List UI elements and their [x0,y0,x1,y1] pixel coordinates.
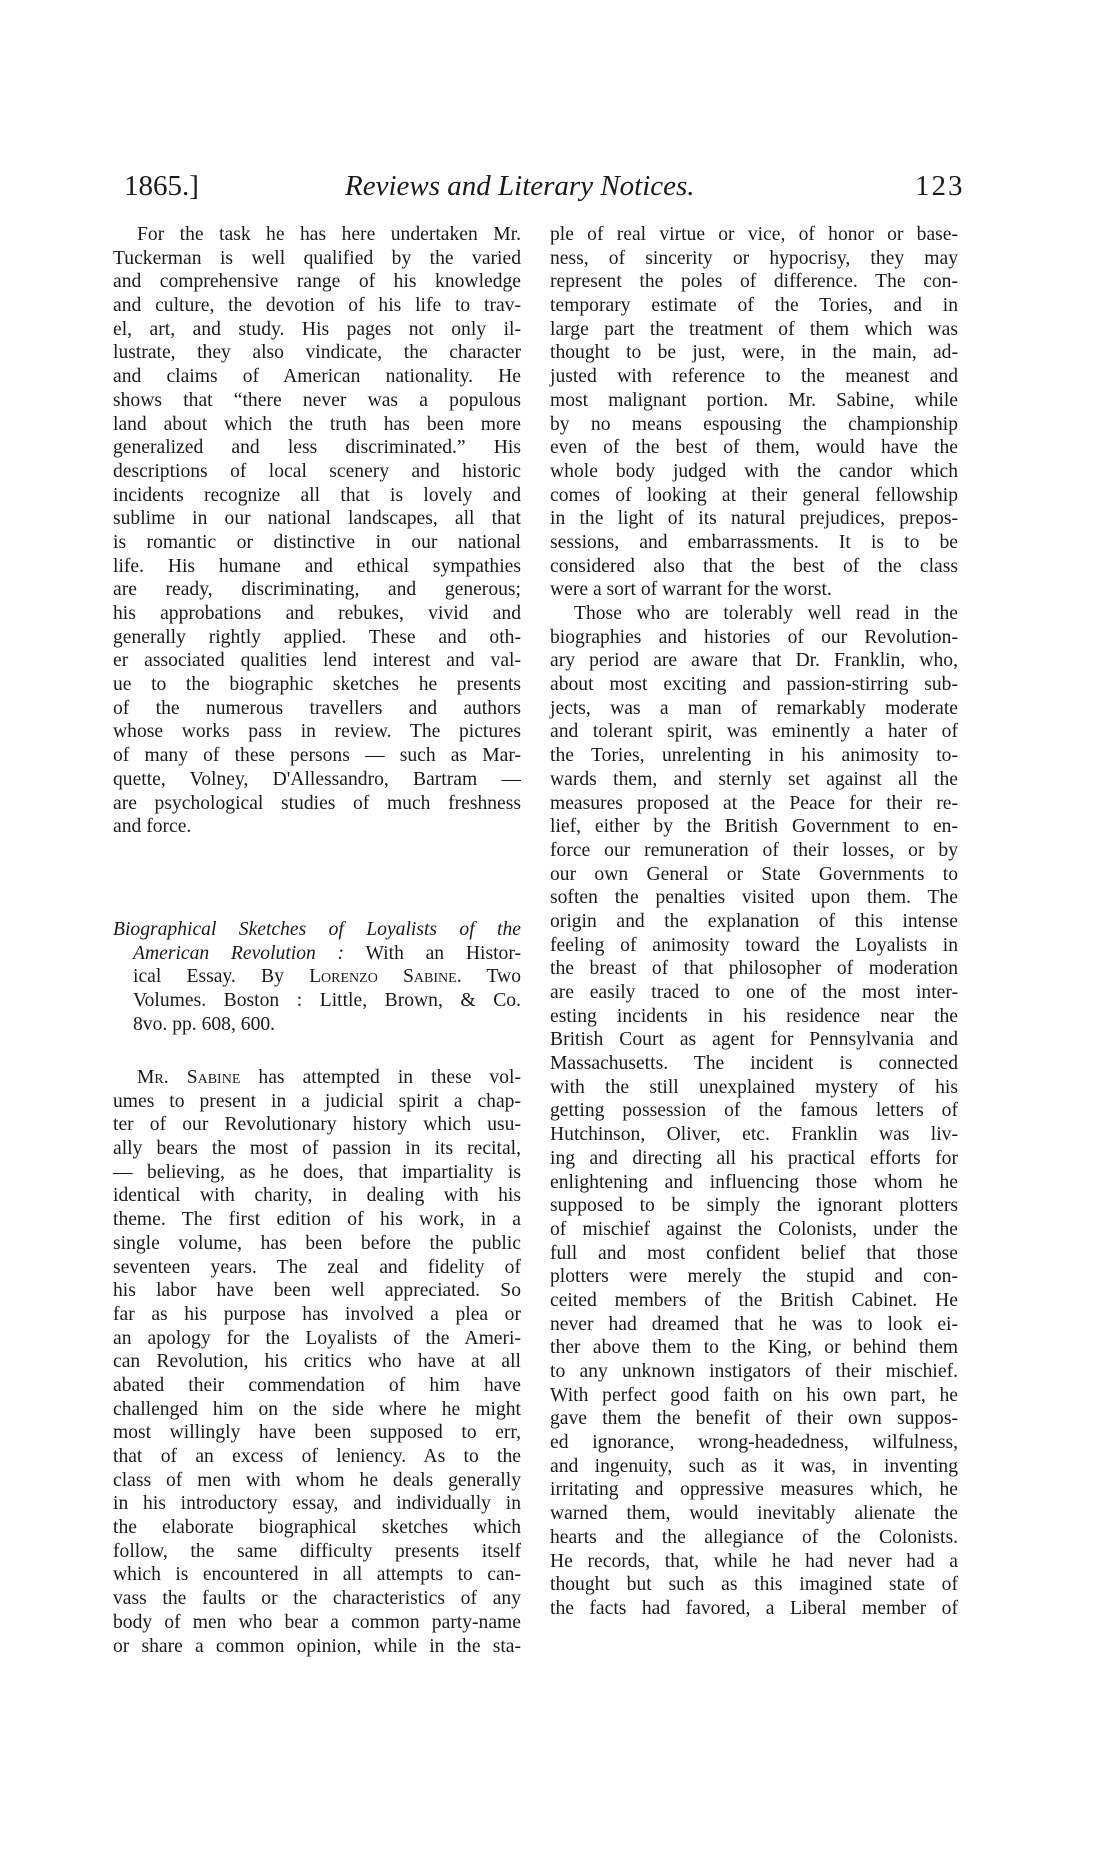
left-column-paragraph-2 [113,1066,521,1658]
paragraph-line: represent the poles of difference. The con- [550,271,958,293]
paragraph-line: comes of looking at their general fellowship [550,484,958,506]
paragraph-line: never had dreamed that he was to look ei- [550,1313,958,1335]
book-essay-text: ical Essay. By [133,966,310,988]
lead-name: Mr. Sabine [137,1067,241,1088]
paragraph-line: by no means espousing the championship [550,413,958,435]
paragraph-line: sublime in our national landscapes, all that [113,508,521,530]
paragraph-line: generally rightly applied. These and oth- [113,626,521,648]
paragraph-line: of many of these persons — such as Mar- [113,745,521,767]
paragraph-line: to any unknown instigators of their mischief. [550,1361,958,1382]
paragraph-line: considered also that the best of the class [550,555,958,577]
paragraph-line: He records, that, while he had never had a [550,1550,958,1572]
book-volumes-text: Two [461,966,522,988]
paragraph-line: er associated qualities lend interest and val- [113,650,521,672]
paragraph-line: his approbations and rebukes, vivid and [113,603,521,624]
paragraph-line: and force. [113,816,192,838]
right-column [550,223,958,1621]
book-author-line [113,965,521,989]
paragraph-line: follow, the same difficulty presents itself [113,1540,521,1562]
paragraph-line: our own General or State Governments to [550,863,958,885]
paragraph-line: in the light of its natural prejudices, prepos- [550,508,958,530]
paragraph-line: full and most confident belief that those [550,1242,958,1264]
paragraph-line: that of an excess of leniency. As to the [113,1446,521,1467]
paragraph-line: and tolerant spirit, was eminently a hater of [550,721,958,743]
paragraph-line: ed ignorance, wrong-headedness, wilfulness, [550,1432,958,1454]
paragraph-line: wards them, and sternly set against all the [550,768,958,790]
paragraph-line: whose works pass in review. The pictures [113,721,521,743]
paragraph-line: ter of our Revolutionary history which usu- [113,1114,521,1136]
paragraph-line: are psychological studies of much freshness [113,792,521,814]
paragraph-line: ceited members of the British Cabinet. He [550,1289,958,1311]
paragraph-line: irritating and oppressive measures which, he [550,1479,958,1501]
paragraph-line: are easily traced to one of the most inter- [550,982,958,1003]
paragraph-line: body of men who bear a common party-name [113,1611,521,1633]
paragraph-line: life. His humane and ethical sympathies [113,555,521,577]
paragraph-line: For the task he has here undertaken Mr. [137,224,521,245]
paragraph-line: vass the faults or the characteristics of any [113,1588,521,1610]
paragraph-line: enlightening and influencing those whom he [550,1171,958,1193]
paragraph-line: justed with reference to the meanest and [550,366,958,388]
paragraph-line: ue to the biographic sketches he presents [113,674,521,696]
paragraph-line: lustrate, they also vindicate, the character [113,342,521,364]
page-number: 123 [915,170,965,202]
paragraph-line: identical with charity, in dealing with his [113,1185,521,1207]
paragraph-line: with the still unexplained mystery of his [550,1076,958,1098]
paragraph-line: origin and the explanation of this intense [550,910,958,932]
line-text: has attempted in these vol- [240,1067,521,1088]
book-publisher-line: Volumes. Boston : Little, Brown, & Co. [133,990,521,1012]
book-title-line-2 [113,942,521,966]
paragraph-line: whole body judged with the candor which [550,460,958,482]
paragraph-line: can Revolution, his critics who have at all [113,1351,521,1373]
header-year: 1865.] [124,170,199,202]
paragraph-line: measures proposed at the Peace for their re- [550,792,958,814]
paragraph-line: Those who are tolerably well read in the [574,603,958,624]
paragraph-line: British Court as agent for Pennsylvania and [550,1029,958,1051]
paragraph-line: of mischief against the Colonists, under the [550,1218,958,1240]
paragraph-line: ther above them to the King, or behind them [550,1337,958,1359]
paragraph-line: descriptions of local scenery and historic [113,460,521,482]
paragraph-line: hearts and the allegiance of the Colonists. [550,1526,958,1548]
paragraph-line: quette, Volney, D'Allessandro, Bartram — [113,768,521,790]
paragraph-line: large part the treatment of them which was [550,318,958,340]
paragraph-line: plotters were merely the stupid and con- [550,1266,958,1288]
paragraph-line: or share a common opinion, while in the sta- [113,1635,521,1657]
paragraph-line: — believing, as he does, that impartiality is [113,1161,521,1183]
paragraph-line: ing and directing all his practical efforts for [550,1147,958,1169]
book-title-text: Biographical Sketches of Loyalists of the [113,919,521,940]
paragraph-line: the facts had favored, a Liberal member of [550,1597,958,1619]
paragraph-line: single volume, has been before the public [113,1232,521,1254]
paragraph-line: ness, of sincerity or hypocrisy, they may [550,247,958,269]
paragraph-line: Massachusetts. The incident is connected [550,1053,958,1075]
paragraph-line: the elaborate biographical sketches which [113,1517,521,1539]
paragraph-line: thought to be just, were, in the main, ad- [550,342,958,364]
paragraph-line: which is encountered in all attempts to can- [113,1564,521,1586]
paragraph-line: the breast of that philosopher of moderation [550,958,958,980]
paragraph-line: most malignant portion. Mr. Sabine, while [550,389,958,411]
paragraph-line: umes to present in a judicial spirit a chap- [113,1090,521,1112]
paragraph-line: Tuckerman is well qualified by the varied [113,247,521,269]
book-subtitle: With an Histor- [344,942,521,964]
paragraph-line: thought but such as this imagined state of [550,1574,958,1596]
paragraph-line: an apology for the Loyalists of the Ameri- [113,1327,521,1349]
paragraph-line: and claims of American nationality. He [113,366,521,388]
paragraph-line: biographies and histories of our Revolution- [550,626,958,648]
paragraph-line: With perfect good faith on his own part, he [550,1384,958,1406]
paragraph-line: the Tories, unrelenting in his animosity to- [550,745,958,767]
paragraph-line: lief, either by the British Government to en- [550,816,958,838]
paragraph-line: ary period are aware that Dr. Franklin, who, [550,650,958,672]
paragraph-line: of the numerous travellers and authors [113,697,521,719]
paragraph-line: were a sort of warrant for the worst. [550,579,832,601]
paragraph-line: generalized and less discriminated.” His [113,437,521,459]
paragraph-line: soften the penalties visited upon them. The [550,887,958,909]
paragraph-line: even of the best of them, would have the [550,437,958,459]
paragraph-line: far as his purpose has involved a plea or [113,1303,521,1325]
paragraph-line: el, art, and study. His pages not only il- [113,318,521,340]
paragraph-line: gave them the benefit of their own suppos- [550,1408,958,1430]
paragraph-line [113,1066,521,1090]
paragraph-line: ple of real virtue or vice, of honor or base- [550,224,958,245]
paragraph-line: jects, was a man of remarkably moderate [550,697,958,719]
paragraph-line: temporary estimate of the Tories, and in [550,295,958,317]
paragraph-line: shows that “there never was a populous [113,389,521,411]
book-entry-heading [113,918,521,1036]
paragraph-line: and culture, the devotion of his life to trav- [113,295,521,317]
book-format-line: 8vo. pp. 608, 600. [133,1013,276,1035]
header-title: Reviews and Literary Notices. [345,170,695,202]
book-title-text-2: American Revolution : [133,942,345,964]
paragraph-line: theme. The first edition of his work, in a [113,1209,521,1231]
book-author: Lorenzo Sabine. [309,966,462,988]
paragraph-line: his labor have been well appreciated. So [113,1280,521,1302]
paragraph-line: seventeen years. The zeal and fidelity of [113,1256,521,1278]
paragraph-line: and ingenuity, such as it was, in inventing [550,1455,958,1477]
paragraph-line: esting incidents in his residence near the [550,1005,958,1027]
paragraph-line: in his introductory essay, and individually in [113,1493,521,1515]
paragraph-line: are ready, discriminating, and generous; [113,579,521,601]
paragraph-line: challenged him on the side where he might [113,1398,521,1420]
paragraph-line: land about which the truth has been more [113,413,521,435]
paragraph-line: incidents recognize all that is lovely and [113,484,521,506]
right-column-paragraph-2 [550,602,958,1621]
left-column-paragraph-1 [113,223,521,839]
paragraph-line: most willingly have been supposed to err, [113,1422,521,1444]
paragraph-line: Hutchinson, Oliver, etc. Franklin was liv- [550,1124,958,1146]
book-title-line-1 [113,918,521,942]
paragraph-line: is romantic or distinctive in our national [113,531,521,553]
paragraph-line: sessions, and embarrassments. It is to be [550,531,958,553]
paragraph-line: feeling of animosity toward the Loyalists in [550,934,958,956]
paragraph-line: class of men with whom he deals generally [113,1469,521,1491]
paragraph-line: about most exciting and passion-stirring sub- [550,674,958,696]
paragraph-line: warned them, would inevitably alienate the [550,1503,958,1525]
paragraph-line: and comprehensive range of his knowledge [113,271,521,293]
paragraph-line: supposed to be simply the ignorant plotters [550,1195,958,1217]
paragraph-line: abated their commendation of him have [113,1374,521,1396]
paragraph-line: ally bears the most of passion in its recital, [113,1138,521,1160]
paragraph-line: force our remuneration of their losses, or by [550,839,958,861]
paragraph-line: getting possession of the famous letters of [550,1100,958,1122]
